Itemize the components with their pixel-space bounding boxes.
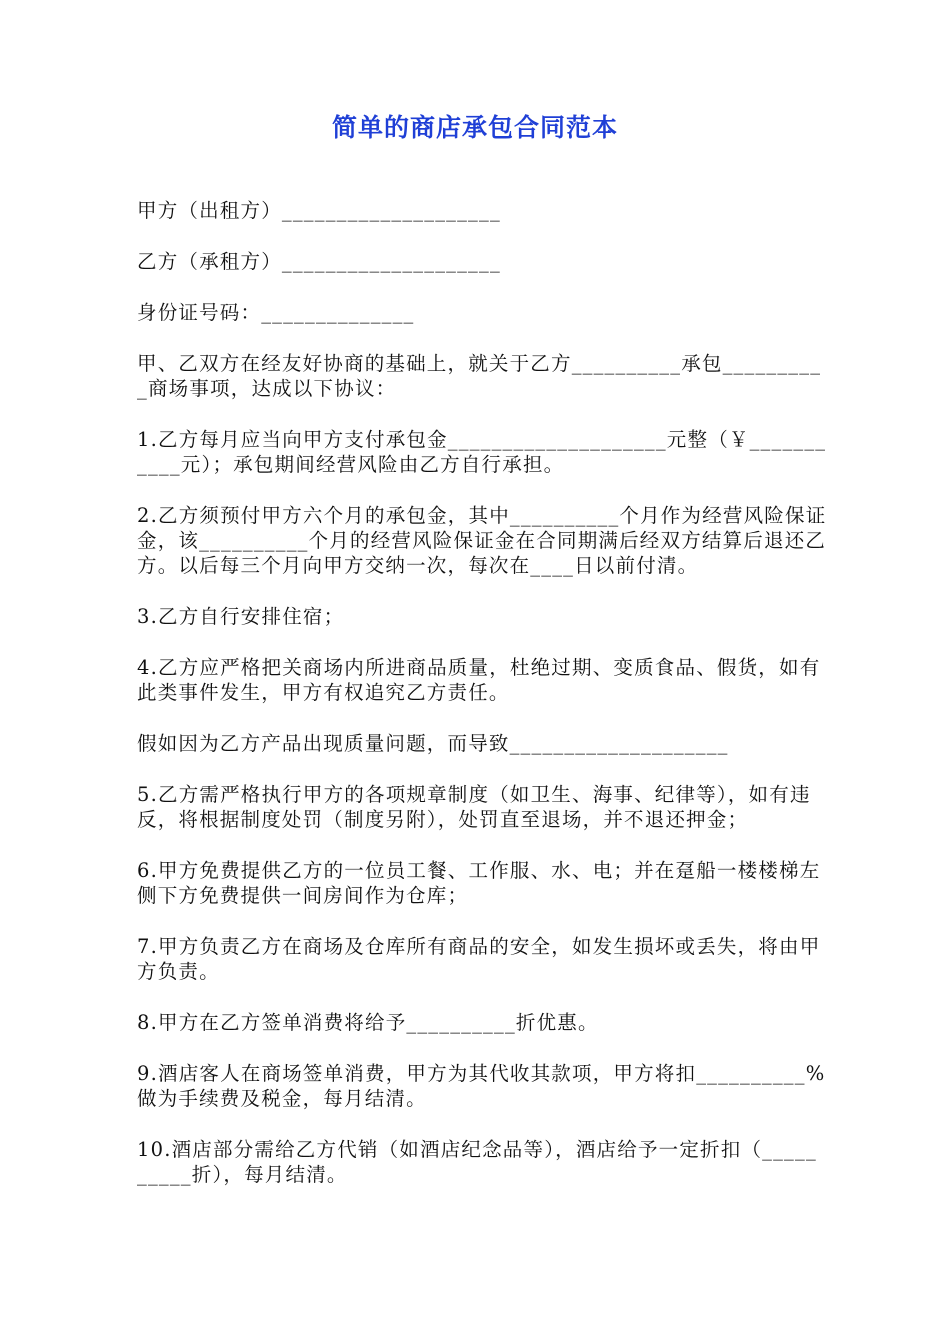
party-b-line: 乙方（承租方）____________________ — [137, 250, 501, 273]
clause-4: 4.乙方应严格把关商场内所进商品质量，杜绝过期、变质食品、假货，如有此类事件发生，甲方有权追究乙方责任。 — [137, 656, 821, 704]
document-body — [137, 198, 827, 1213]
clause-6: 6.甲方免费提供乙方的一位员工餐、工作服、水、电；并在趸船一楼楼梯左侧下方免费提供一间房间作为仓库； — [137, 859, 821, 907]
clause-2: 2.乙方须预付甲方六个月的承包金，其中__________个月作为经营风险保证金，该__________个月的经营风险保证金在合同期满后经双方结算后退还乙方。以后每三个月向甲方交纳一次，每次在____日以前付清。 — [137, 504, 827, 577]
id-number-line: 身份证号码：______________ — [137, 301, 415, 324]
quality-issue-line: 假如因为乙方产品出现质量问题，而导致____________________ — [137, 732, 729, 755]
party-a-line: 甲方（出租方）____________________ — [137, 199, 501, 222]
clause-1: 1.乙方每月应当向甲方支付承包金____________________元整（￥___________元）；承包期间经营风险由乙方自行承担。 — [137, 428, 827, 476]
clause-8: 8.甲方在乙方签单消费将给予__________折优惠。 — [137, 1011, 599, 1034]
document-title: 简单的商店承包合同范本 — [331, 113, 618, 142]
preamble-paragraph: 甲、乙双方在经友好协商的基础上，就关于乙方__________承包__________商场事项，达成以下协议： — [137, 352, 822, 400]
clause-5: 5.乙方需严格执行甲方的各项规章制度（如卫生、海事、纪律等），如有违反，将根据制度处罚（制度另附），处罚直至退场，并不退还押金； — [137, 783, 811, 831]
clause-10: 10.酒店部分需给乙方代销（如酒店纪念品等），酒店给予一定折扣（__________折），每月结清。 — [137, 1138, 817, 1186]
clause-3: 3.乙方自行安排住宿； — [137, 605, 345, 628]
clause-9: 9.酒店客人在商场签单消费，甲方为其代收其款项，甲方将扣__________%做为手续费及税金，每月结清。 — [137, 1062, 826, 1110]
clause-7: 7.甲方负责乙方在商场及仓库所有商品的安全，如发生损坏或丢失，将由甲方负责。 — [137, 935, 821, 983]
